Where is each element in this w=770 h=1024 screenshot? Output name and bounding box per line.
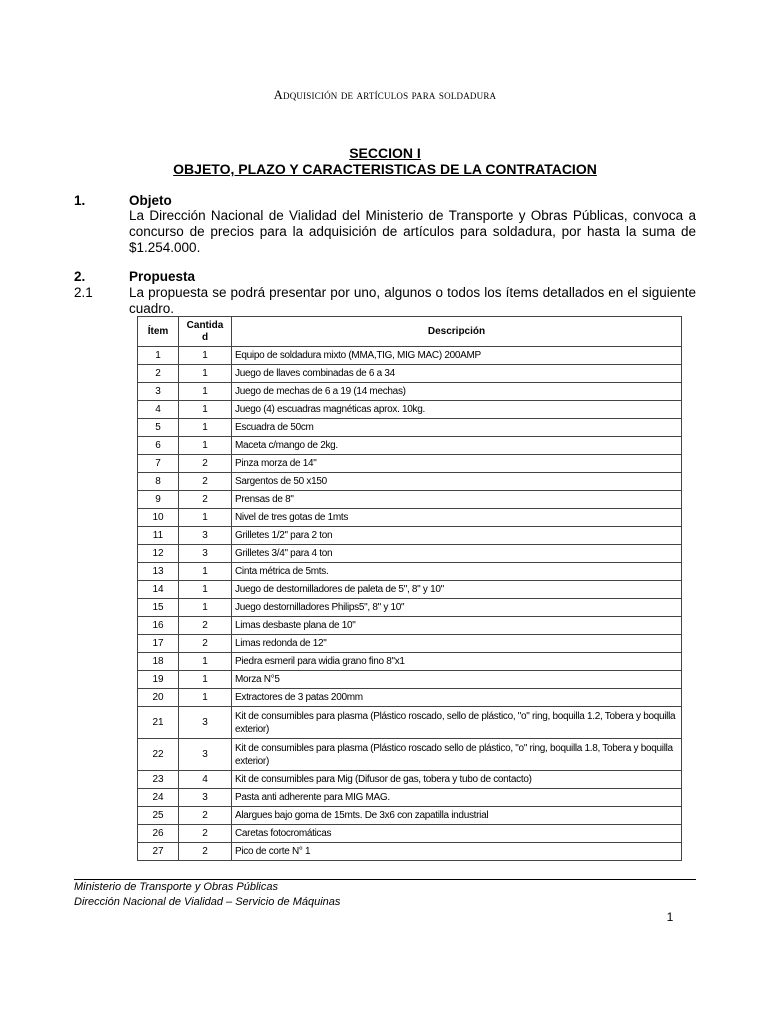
footer-divider (74, 879, 696, 880)
table-row (138, 707, 682, 739)
row-item-number: 5 (138, 419, 179, 437)
row-item-number: 11 (138, 527, 179, 545)
row-item-number: 23 (138, 771, 179, 789)
row-description: Piedra esmeril para widia grano fino 8"x1 (232, 653, 682, 671)
row-description: Prensas de 8" (232, 491, 682, 509)
row-description: Kit de consumibles para plasma (Plástico roscado sello de plástico, "o" ring, boquilla 1.8, Tobera y boquilla exterior) (232, 739, 682, 771)
row-item-number: 26 (138, 825, 179, 843)
section-2-1-text: La propuesta se podrá presentar por uno, algunos o todos los ítems detallados en el siguiente cuadro. (129, 285, 696, 316)
row-quantity: 3 (179, 527, 232, 545)
row-description: Nivel de tres gotas de 1mts (232, 509, 682, 527)
table-row (138, 401, 682, 419)
row-description: Alargues bajo goma de 15mts. De 3x6 con zapatilla industrial (232, 807, 682, 825)
row-description: Maceta c/mango de 2kg. (232, 437, 682, 455)
row-description: Equipo de soldadura mixto (MMA,TIG, MIG MAC) 200AMP (232, 347, 682, 365)
row-item-number: 17 (138, 635, 179, 653)
row-description: Juego de mechas de 6 a 19 (14 mechas) (232, 383, 682, 401)
row-description: Juego (4) escuadras magnéticas aprox. 10kg. (232, 401, 682, 419)
table-row (138, 491, 682, 509)
row-quantity: 2 (179, 807, 232, 825)
row-quantity: 4 (179, 771, 232, 789)
section-2-1-number: 2.1 (74, 285, 93, 300)
table-row (138, 599, 682, 617)
table-row (138, 789, 682, 807)
section-1-text: La Dirección Nacional de Vialidad del Ministerio de Transporte y Obras Públicas, convoca a concurso de precios para la adquisición de artículos para soldadura, por hasta la suma de $1.254.000. (129, 208, 696, 255)
row-description: Grilletes 1/2" para 2 ton (232, 527, 682, 545)
table-row (138, 825, 682, 843)
row-item-number: 15 (138, 599, 179, 617)
row-item-number: 19 (138, 671, 179, 689)
row-quantity: 1 (179, 671, 232, 689)
row-quantity: 1 (179, 401, 232, 419)
footer-department: Dirección Nacional de Vialidad – Servicio de Máquinas (74, 896, 341, 908)
row-description: Pasta anti adherente para MIG MAG. (232, 789, 682, 807)
table-row (138, 843, 682, 861)
row-item-number: 13 (138, 563, 179, 581)
row-quantity: 2 (179, 473, 232, 491)
row-item-number: 27 (138, 843, 179, 861)
row-quantity: 2 (179, 455, 232, 473)
row-item-number: 6 (138, 437, 179, 455)
row-item-number: 4 (138, 401, 179, 419)
row-quantity: 2 (179, 825, 232, 843)
table-row (138, 771, 682, 789)
table-header-row (138, 317, 682, 347)
table-row (138, 509, 682, 527)
table-row (138, 563, 682, 581)
section-1-heading: Objeto (129, 193, 172, 208)
table-row (138, 739, 682, 771)
row-description: Escuadra de 50cm (232, 419, 682, 437)
row-quantity: 1 (179, 563, 232, 581)
row-item-number: 24 (138, 789, 179, 807)
row-quantity: 2 (179, 843, 232, 861)
row-quantity: 1 (179, 509, 232, 527)
footer-ministry: Ministerio de Transporte y Obras Públicas (74, 881, 278, 893)
row-quantity: 1 (179, 689, 232, 707)
row-quantity: 1 (179, 653, 232, 671)
table-row (138, 671, 682, 689)
row-item-number: 8 (138, 473, 179, 491)
table-row (138, 347, 682, 365)
row-description: Caretas fotocromáticas (232, 825, 682, 843)
row-description: Kit de consumibles para plasma (Plástico roscado, sello de plástico, "o" ring, boquilla 1.2, Tobera y boquilla exterior) (232, 707, 682, 739)
row-description: Limas redonda de 12" (232, 635, 682, 653)
table-row (138, 365, 682, 383)
row-item-number: 25 (138, 807, 179, 825)
row-quantity: 1 (179, 599, 232, 617)
row-quantity: 1 (179, 419, 232, 437)
row-description: Juego destornilladores Philips5", 8" y 10" (232, 599, 682, 617)
table-row (138, 581, 682, 599)
section-1-number: 1. (74, 193, 86, 208)
row-description: Sargentos de 50 x150 (232, 473, 682, 491)
table-row (138, 473, 682, 491)
table-row (138, 437, 682, 455)
row-quantity: 1 (179, 581, 232, 599)
row-item-number: 2 (138, 365, 179, 383)
row-quantity: 2 (179, 617, 232, 635)
row-quantity: 2 (179, 635, 232, 653)
table-row (138, 689, 682, 707)
row-description: Pinza morza de 14" (232, 455, 682, 473)
header-qty-label: Cantidad (186, 319, 224, 343)
row-item-number: 20 (138, 689, 179, 707)
document-title: Adquisición de artículos para soldadura (273, 88, 497, 102)
table-row (138, 635, 682, 653)
header-qty (179, 317, 232, 347)
table-row (138, 545, 682, 563)
table-row (138, 617, 682, 635)
table-row (138, 455, 682, 473)
table-row (138, 653, 682, 671)
row-quantity: 3 (179, 707, 232, 739)
table-row (138, 419, 682, 437)
row-item-number: 12 (138, 545, 179, 563)
row-item-number: 14 (138, 581, 179, 599)
row-item-number: 3 (138, 383, 179, 401)
table-row (138, 527, 682, 545)
row-quantity: 3 (179, 739, 232, 771)
row-item-number: 16 (138, 617, 179, 635)
row-description: Extractores de 3 patas 200mm (232, 689, 682, 707)
row-quantity: 1 (179, 365, 232, 383)
row-quantity: 2 (179, 491, 232, 509)
row-item-number: 10 (138, 509, 179, 527)
table-row (138, 807, 682, 825)
row-item-number: 21 (138, 707, 179, 739)
row-item-number: 7 (138, 455, 179, 473)
items-table (137, 316, 682, 861)
row-quantity: 1 (179, 383, 232, 401)
row-item-number: 1 (138, 347, 179, 365)
row-description: Morza N°5 (232, 671, 682, 689)
row-description: Cinta métrica de 5mts. (232, 563, 682, 581)
row-quantity: 1 (179, 347, 232, 365)
row-item-number: 18 (138, 653, 179, 671)
row-description: Kit de consumibles para Mig (Difusor de gas, tobera y tubo de contacto) (232, 771, 682, 789)
row-description: Limas desbaste plana de 10" (232, 617, 682, 635)
section-label: SECCION I (349, 145, 421, 161)
row-item-number: 9 (138, 491, 179, 509)
section-2-number: 2. (74, 269, 86, 284)
row-item-number: 22 (138, 739, 179, 771)
row-description: Pico de corte N° 1 (232, 843, 682, 861)
header-desc: Descripción (232, 317, 682, 347)
row-description: Juego de llaves combinadas de 6 a 34 (232, 365, 682, 383)
row-description: Grilletes 3/4" para 4 ton (232, 545, 682, 563)
row-quantity: 1 (179, 437, 232, 455)
table-body (138, 347, 682, 861)
header-item: Ítem (138, 317, 179, 347)
table-row (138, 383, 682, 401)
section-2-heading: Propuesta (129, 269, 196, 284)
row-quantity: 3 (179, 789, 232, 807)
page-number: 1 (666, 910, 674, 924)
row-quantity: 3 (179, 545, 232, 563)
section-title: OBJETO, PLAZO Y CARACTERISTICAS DE LA CONTRATACION (173, 161, 597, 177)
row-description: Juego de destornilladores de paleta de 5", 8" y 10" (232, 581, 682, 599)
